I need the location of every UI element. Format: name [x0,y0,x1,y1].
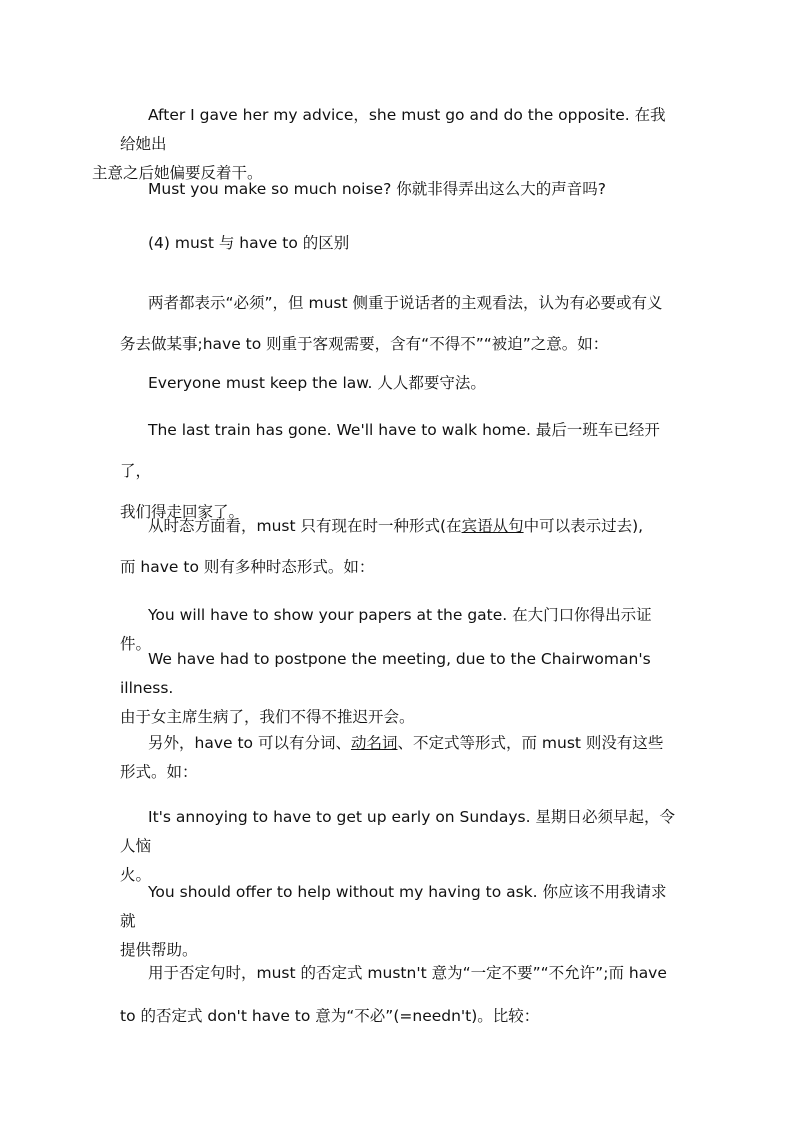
text-line: 用于否定句时，must 的否定式 mustn't 意为“一定不要”“不允许”;而 have [148,964,667,982]
term-object-clause: 宾语从句 [461,517,524,535]
text-line: 提供帮助。 [120,941,198,959]
text-segment: 从时态方面看，must 只有现在时一种形式(在 [148,517,462,535]
text-line: You should offer to help without my having to ask. 你应该不用我请求就 [120,883,667,930]
text-line: 我们得走回家了。 [120,503,245,521]
term-gerund: 动名词 [350,734,398,752]
text-line [120,729,680,758]
text-line: 由于女主席生病了，我们不得不推迟开会。 [120,708,415,726]
paragraph-subjective-objective [120,283,680,365]
section-heading-must-vs-have-to [120,229,680,258]
text-segment: 另外，have to 可以有分词、 [148,734,351,752]
paragraph-tense-forms [120,506,680,588]
text-line: We have had to postpone the meeting, due to the Chairwoman's illness. [120,650,651,697]
text-line: Everyone must keep the law. 人人都要守法。 [148,374,486,392]
text-line: (4) must 与 have to 的区别 [148,234,350,252]
text-line: to 的否定式 don't have to 意为“不必”(=needn't)。比较： [120,1007,540,1025]
text-line: 形式。如： [120,763,198,781]
text-line: After I gave her my advice，she must go and do the opposite. 在我给她出 [120,106,666,153]
text-line: 火。 [120,866,152,884]
text-line: The last train has gone. We'll have to walk home. 最后一班车已经开了， [120,421,660,480]
text-line: 主意之后她偏要反着干。 [92,164,263,182]
text-line: Must you make so much noise? 你就非得弄出这么大的声音吗? [148,180,606,198]
example-postpone-meeting [120,645,680,732]
example-keep-law [120,369,680,398]
text-line: 而 have to 则有多种时态形式。如： [120,558,375,576]
text-line: 两者都表示“必须”，但 must 侧重于说话者的主观看法，认为有必要或有义 [148,294,663,312]
text-line [120,506,680,547]
text-segment: 、不定式等形式，而 must 则没有这些 [397,734,664,752]
paragraph-must-noise [120,175,680,204]
text-line: 务去做某事;have to 则重于客观需要，含有“不得不”“被迫”之意。如： [120,335,609,353]
paragraph-negative-forms [120,952,680,1038]
paragraph-other-forms [120,729,680,787]
text-segment: 中可以表示过去), [523,517,644,535]
text-line: You will have to show your papers at the gate. 在大门口你得出示证件。 [120,606,652,653]
example-sundays [120,803,680,890]
text-line: It's annoying to have to get up early on Sundays. 星期日必须早起，令人恼 [120,808,675,855]
